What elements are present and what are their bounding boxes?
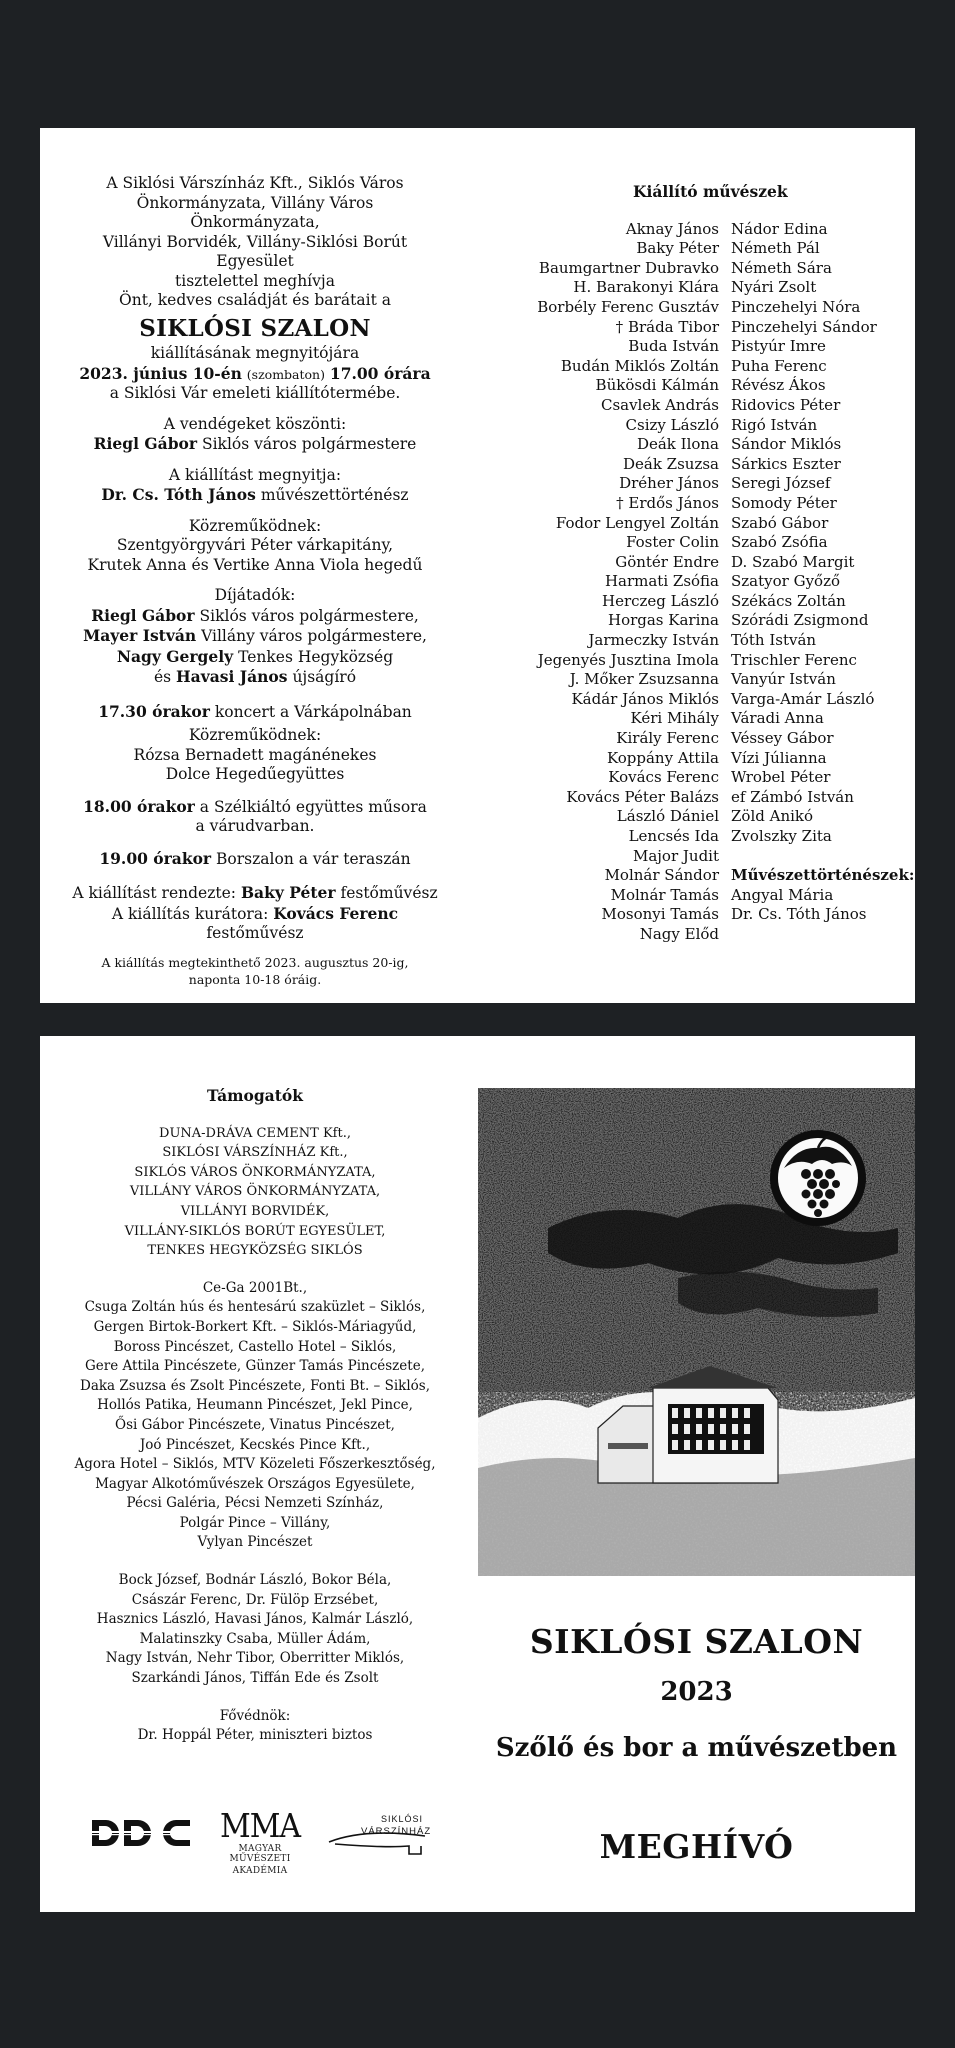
note-line: naponta 10-18 óráig. (188, 971, 322, 987)
grape-emblem (770, 1130, 866, 1226)
artist-name: Harmati Zsófia (604, 572, 719, 591)
cover-invite: MEGHÍVÓ (599, 1827, 794, 1866)
sponsor-line: VILLÁNY-SIKLÓS BORÚT EGYESÜLET, (124, 1223, 386, 1239)
intro-line: Önt, kedves családját és barátait a (119, 291, 391, 309)
artist-name: Vanyúr István (731, 670, 836, 689)
show-time: 18.00 órakor (83, 796, 195, 816)
sponsor-line: Boross Pincészet, Castello Hotel – Siklós, (113, 1338, 397, 1355)
artist-name: Rigó István (731, 415, 818, 434)
castle-engraving (478, 1088, 915, 1576)
varszinhaz-logo-line1: SIKLÓSI (381, 1814, 424, 1824)
sponsor-line: DUNA-DRÁVA CEMENT Kft., (159, 1125, 351, 1141)
artist-name: Seregi József (731, 474, 831, 493)
artist-name: Csavlek András (600, 395, 719, 414)
curator-name: Kovács Ferenc (273, 903, 399, 923)
artist-name: Németh Sára (731, 258, 832, 277)
patron-name: Dr. Hoppál Péter, miniszteri biztos (137, 1727, 373, 1744)
contrib-line: Krutek Anna és Vertike Anna Viola hegedű (87, 555, 423, 574)
intro-line: Önkormányzata, Villány Város Önkormányzata, (136, 193, 374, 231)
artist-name: Szatyor Győző (731, 572, 841, 591)
note-line: A kiállítás megtekinthető 2023. augusztus 20-ig, (101, 954, 409, 970)
artist-name: Pinczehelyi Nóra (731, 297, 861, 316)
artists-column-right (731, 219, 915, 945)
artist-name: Budán Miklós Zoltán (560, 356, 719, 375)
artist-name: Buda István (628, 337, 719, 356)
artist-name: J. Mőker Zsuzsanna (569, 670, 719, 689)
welcome-label: A vendégeket köszönti: (163, 414, 347, 433)
sponsor-line: Polgár Pince – Villány, (179, 1514, 331, 1531)
prize-line (70, 606, 440, 627)
artist-name: Pinczehelyi Sándor (731, 317, 877, 336)
sponsor-line: VILLÁNYI BORVIDÉK, (180, 1203, 330, 1219)
intro-line: Villányi Borvidék, Villány-Siklósi Borút Egyesület (102, 232, 408, 270)
concert-contrib-line: Dolce Hegedűegyüttes (165, 765, 345, 783)
curator-label: A kiállítás kurátora: (111, 904, 269, 923)
artist-name: Kádár János Miklós (571, 689, 719, 708)
invitation-cover-page (40, 1036, 915, 1912)
sponsor-line: Hasznics László, Havasi János, Kalmár László, (96, 1611, 414, 1628)
artist-name: Göntér Endre (615, 552, 719, 571)
artist-name: Borbély Ferenc Gusztáv (537, 297, 719, 316)
prize-pre: és (153, 668, 172, 686)
date-bold: 2023. június 10-én (79, 363, 242, 383)
artist-name: Zvolszky Zita (731, 827, 832, 845)
sponsor-line: Bock József, Bodnár László, Bokor Béla, (118, 1572, 392, 1589)
patron-label: Fővédnök: (219, 1707, 291, 1724)
artists-right-names (731, 220, 899, 847)
artist-name: Kovács Ferenc (608, 768, 719, 787)
concert-time: 17.30 órakor (98, 701, 210, 721)
prize-role: Villány város polgármestere, (201, 627, 427, 645)
date-time: 17.00 órára (329, 363, 431, 383)
sponsor-line: Ősi Gábor Pincészete, Vinatus Pincészet, (115, 1416, 395, 1433)
artist-name: Nagy Előd (639, 924, 719, 943)
artist-name: Szórádi Zsigmond (731, 611, 869, 630)
prize-line (70, 667, 440, 688)
intro-line: A Siklósi Várszínház Kft., Siklós Város (106, 174, 404, 192)
artist-name: Herczeg László (601, 591, 719, 610)
prize-name: Nagy Gergely (116, 646, 234, 666)
salon-text: Borszalon a vár teraszán (216, 849, 411, 868)
artist-name: Wrobel Péter (731, 768, 831, 787)
sponsor-line: Daka Zsuzsa és Zsolt Pincészete, Fonti Bt. – Siklós, (80, 1377, 430, 1394)
opener-name: Dr. Cs. Tóth János (101, 485, 256, 504)
sponsor-line: Vylyan Pincészet (197, 1534, 313, 1551)
cover-year: 2023 (660, 1677, 733, 1707)
curator-role: festőművész (206, 924, 304, 942)
contrib-label: Közreműködnek: (188, 516, 322, 535)
organizer-name: Baky Péter (240, 883, 336, 902)
invitation-inner-page (40, 128, 915, 1003)
opening-line: kiállításának megnyitójára (150, 344, 360, 362)
prize-name: Havasi János (176, 667, 288, 686)
artist-name: Zöld Anikó (731, 807, 814, 826)
prize-name: Mayer István (83, 626, 197, 645)
opener-role: művészettörténész (260, 486, 409, 504)
sponsor-line: Császár Ferenc, Dr. Fülöp Erzsébet, (131, 1591, 379, 1608)
artist-name: Horgas Karina (607, 611, 719, 630)
artist-name: Baumgartner Dubravko (538, 258, 719, 277)
invitation-title: SIKLÓSI SZALON (139, 314, 371, 342)
artist-name: D. Szabó Margit (731, 552, 855, 571)
artist-name: Sárkics Eszter (731, 454, 841, 473)
castle-illustration (478, 1088, 915, 1576)
prize-role: Tenkes Hegyközség (238, 647, 394, 666)
artist-name: Nyári Zsolt (731, 278, 817, 297)
artist-name: Kovács Péter Balázs (566, 787, 719, 806)
artist-name: Székács Zoltán (731, 591, 846, 610)
artist-name: Vízi Júlianna (731, 748, 827, 767)
invitation-text (70, 174, 440, 988)
artist-name: Révész Ákos (731, 376, 826, 395)
concert-line (70, 702, 440, 723)
artist-name: Koppány Attila (606, 748, 719, 767)
show-line (70, 797, 440, 818)
artist-name: Király Ferenc (616, 729, 719, 748)
cover-subtitle: Szőlő és bor a művészetben (495, 1733, 898, 1763)
sponsor-line: Hollós Patika, Heumann Pincészet, Jekl Pince, (97, 1397, 413, 1414)
prize-line (70, 647, 440, 668)
artists-list (520, 182, 915, 945)
sponsor-line: Nagy István, Nehr Tibor, Oberritter Miklós, (105, 1650, 405, 1667)
artist-name: Mosonyi Tamás (601, 905, 719, 924)
venue: a Siklósi Vár emeleti kiállítótermébe. (109, 384, 401, 402)
artist-name: Kéri Mihály (630, 709, 719, 728)
sponsor-line: Szarkándi János, Tiffán Ede és Zsolt (131, 1670, 379, 1687)
sponsors-section (70, 1086, 440, 1746)
artists-heading: Kiállító művészek (633, 182, 788, 201)
artist-name: Lencsés Ida (628, 827, 719, 845)
opening-hours-note (70, 954, 440, 988)
artist-name: Jegenyés Jusztina Imola (537, 650, 719, 669)
artist-name: Véssey Gábor (731, 729, 834, 748)
show-text2: a várudvarban. (195, 817, 315, 835)
artist-name: Varga-Amár László (731, 689, 875, 708)
artist-name: Szabó Zsófia (731, 533, 828, 552)
varszinhaz-logo (325, 1812, 435, 1866)
salon-line (70, 849, 440, 870)
cover-titles (478, 1622, 915, 1866)
artist-name: Somody Péter (731, 493, 837, 512)
concert-text: koncert a Várkápolnában (214, 702, 412, 721)
sponsors-main (70, 1124, 440, 1261)
welcome-name: Riegl Gábor (93, 434, 198, 453)
artist-name: Pistyúr Imre (731, 337, 826, 356)
artist-name: Baky Péter (636, 239, 719, 258)
historian-name: Dr. Cs. Tóth János (731, 905, 867, 924)
organizer-role: festőművész (340, 884, 438, 902)
sponsor-line: VILLÁNY VÁROS ÖNKORMÁNYZATA, (129, 1184, 381, 1200)
sponsor-line: SIKLÓSI VÁRSZÍNHÁZ Kft., (162, 1145, 348, 1161)
opening-date (70, 364, 440, 385)
historian-name: Angyal Mária (731, 885, 834, 904)
sponsor-line: Gere Attila Pincészete, Günzer Tamás Pincészete, (85, 1358, 425, 1375)
artist-name: H. Barakonyi Klára (573, 278, 719, 297)
opener-label: A kiállítást megnyitja: (168, 465, 342, 484)
sponsor-line: Agora Hotel – Siklós, MTV Közeleti Főszerkesztőség, (74, 1456, 436, 1473)
mma-logo (220, 1807, 301, 1876)
sponsor-line: TENKES HEGYKÖZSÉG SIKLÓS (147, 1243, 363, 1259)
sponsor-line: Gergen Birtok-Borkert Kft. – Siklós-Máriagyűd, (93, 1318, 417, 1335)
ddc-logo (90, 1818, 194, 1852)
artist-name: † Erdős János (616, 493, 719, 512)
prize-name: Riegl Gábor (91, 605, 195, 625)
sponsors-heading: Támogatók (207, 1086, 303, 1105)
artist-name: Molnár Tamás (610, 885, 719, 904)
historians-heading: Művészettörténészek: (731, 866, 915, 885)
sponsor-line: Joó Pincészet, Kecskés Pince Kft., (139, 1436, 371, 1453)
concert-contrib-line: Rózsa Bernadett magánénekes (133, 745, 377, 764)
date-day: (szombaton) (246, 366, 325, 382)
contrib-line: Szentgyörgyvári Péter várkapitány, (116, 536, 394, 554)
artist-name: Dréher János (619, 474, 719, 493)
varszinhaz-logo-line2: VÁRSZÍNHÁZ (361, 1826, 432, 1837)
artist-name: Deák Zsuzsa (622, 454, 719, 473)
sponsor-line: Ce-Ga 2001Bt., (202, 1279, 308, 1296)
artist-name: ef Zámbó István (731, 787, 854, 806)
artist-name: Sándor Miklós (731, 435, 842, 454)
prize-label: Díjátadók: (214, 586, 296, 604)
artist-name: Fodor Lengyel Zoltán (555, 513, 719, 532)
artist-name: László Dániel (616, 807, 719, 826)
salon-time: 19.00 órakor (99, 848, 212, 868)
mma-logo-text: MMA (220, 1807, 301, 1846)
artists-columns (520, 219, 915, 945)
sponsor-line: SIKLÓS VÁROS ÖNKORMÁNYZATA, (134, 1164, 376, 1180)
prize-role: Siklós város polgármestere, (199, 606, 419, 625)
artist-name: Major Judit (632, 846, 719, 865)
artist-name: Csizy László (625, 415, 719, 434)
invitation-intro (70, 174, 440, 311)
artist-name: Trischler Ferenc (731, 650, 857, 669)
sponsors-persons (70, 1571, 440, 1689)
sponsor-line: Malatinszky Csaba, Müller Ádám, (139, 1630, 371, 1647)
artist-name: Jarmeczky István (588, 631, 719, 650)
artist-name: Nádor Edina (731, 219, 828, 238)
cover-title: SIKLÓSI SZALON (529, 1622, 864, 1661)
artist-name: Foster Colin (626, 533, 719, 552)
artist-name: Puha Ferenc (731, 356, 827, 375)
artist-name: Deák Ilona (636, 435, 719, 454)
sponsor-line: Pécsi Galéria, Pécsi Nemzeti Színház, (126, 1495, 384, 1512)
welcome-line (70, 434, 440, 455)
artist-name: Bükösdi Kálmán (595, 376, 719, 395)
sponsor-logos (90, 1807, 432, 1876)
intro-line: tisztelettel meghívja (175, 271, 335, 290)
ddc-logo-mark (90, 1818, 194, 1848)
prize-role: újságíró (292, 668, 357, 686)
curator-line (70, 904, 440, 944)
sponsors-companies (70, 1279, 440, 1553)
welcome-role: Siklós város polgármestere (201, 435, 417, 453)
artist-name: † Bráda Tibor (615, 317, 719, 336)
artist-name: Tóth István (731, 631, 817, 650)
artist-name: Németh Pál (731, 239, 820, 258)
mma-sub-line: AKADÉMIA (232, 1866, 288, 1876)
opener-line (70, 485, 440, 506)
artist-name: Aknay János (625, 219, 719, 238)
artist-name: Szabó Gábor (731, 513, 829, 532)
mma-sub-line: MAGYAR MŰVÉSZETI (229, 1844, 291, 1864)
show-text: a Szélkiáltó együttes műsora (199, 797, 427, 816)
sponsor-line: Magyar Alkotóművészek Országos Egyesülete, (95, 1475, 415, 1492)
concert-contrib-label: Közreműködnek: (188, 726, 322, 744)
organizer-label: A kiállítást rendezte: (72, 884, 236, 902)
artist-name: Váradi Anna (731, 709, 824, 728)
organizer-line (70, 883, 440, 904)
artist-name: Ridovics Péter (731, 395, 841, 414)
artist-name: Molnár Sándor (604, 866, 719, 885)
sponsor-line: Csuga Zoltán hús és hentesárú szaküzlet – Siklós, (84, 1299, 426, 1316)
artists-column-left (520, 220, 731, 945)
prize-line (70, 626, 440, 647)
